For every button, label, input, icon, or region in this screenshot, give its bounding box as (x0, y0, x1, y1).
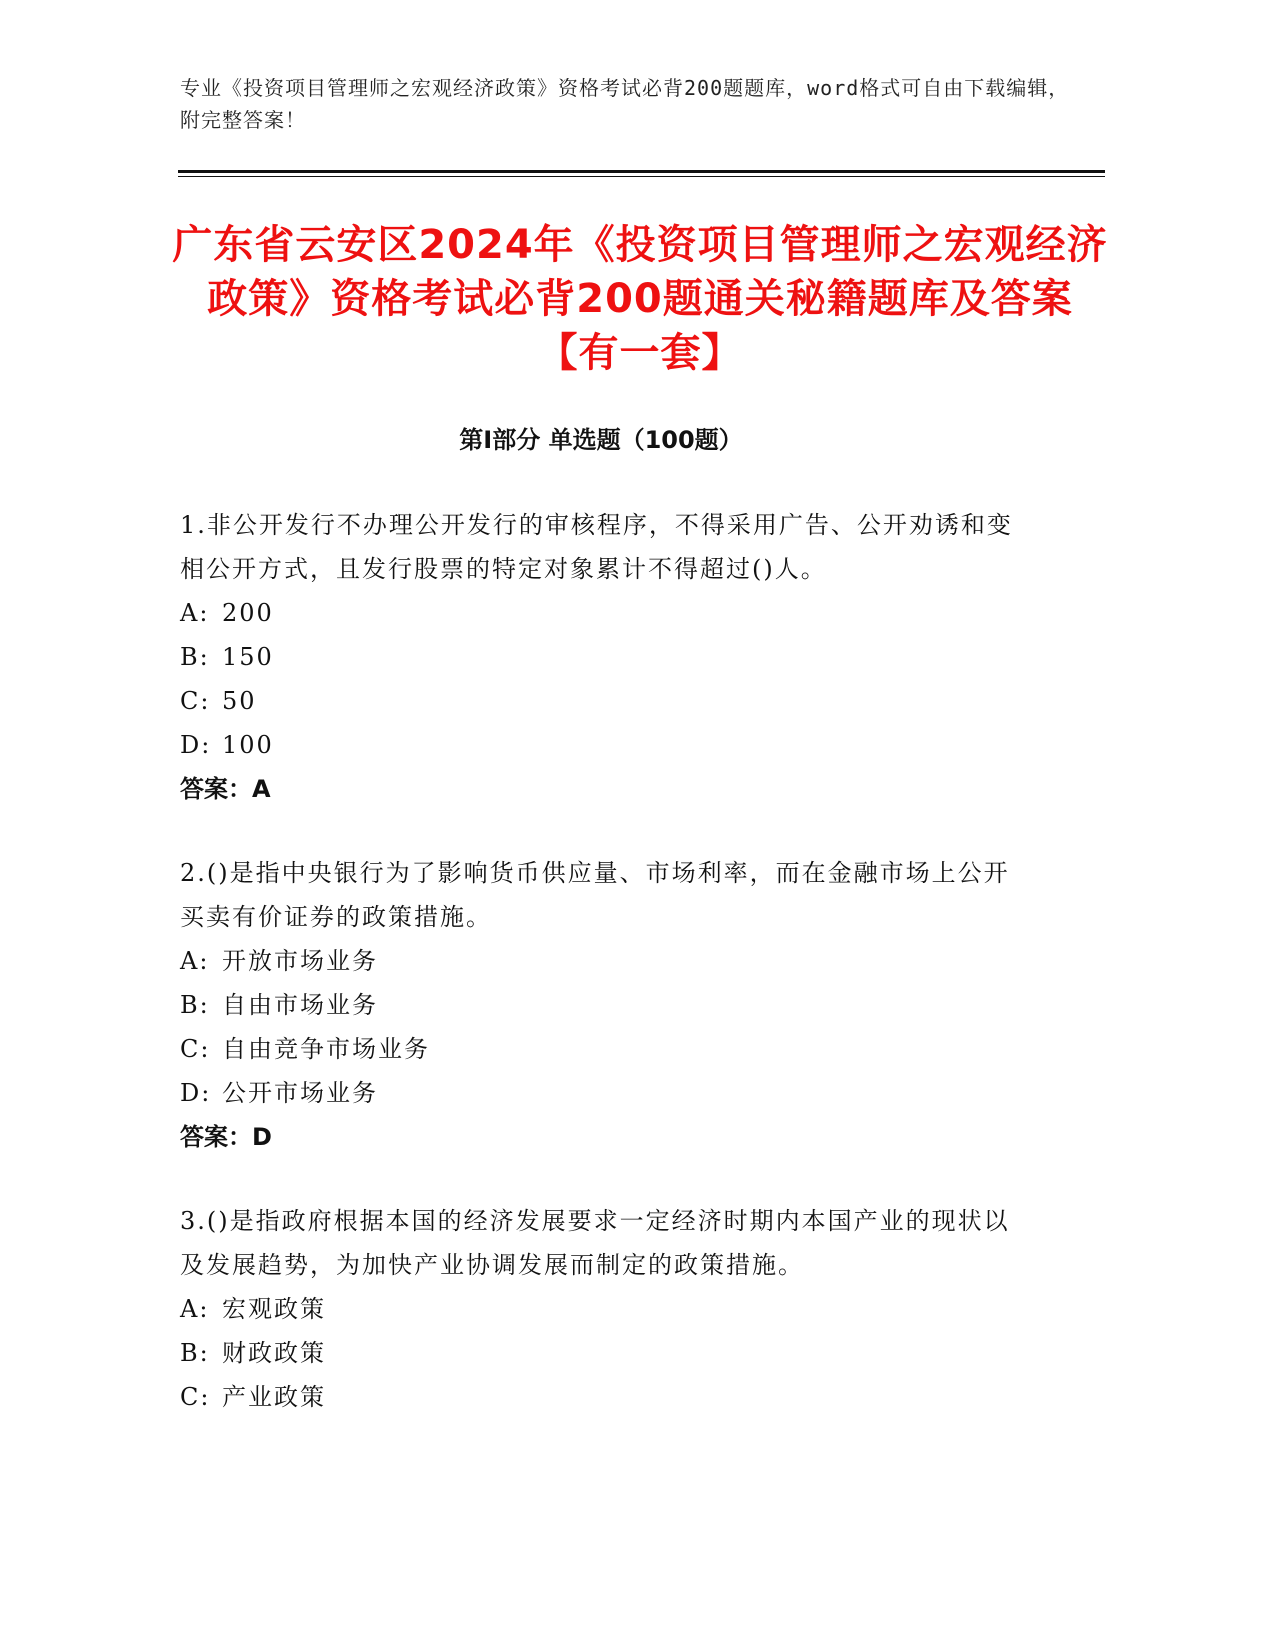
option-d (180, 1071, 1030, 1115)
option-key: C: (180, 687, 211, 715)
option-a (180, 1287, 1030, 1331)
option-text: 100 (222, 731, 274, 759)
option-c (180, 1027, 1030, 1071)
option-b (180, 1331, 1030, 1375)
header-rule-thin (178, 176, 1105, 177)
option-a (180, 939, 1030, 983)
answer: 答案：A (180, 775, 271, 803)
option-text: 50 (222, 687, 257, 715)
option-text: 开放市场业务 (222, 947, 378, 975)
question-stem: 3.()是指政府根据本国的经济发展要求一定经济时期内本国产业的现状以及发展趋势，为加快产业协调发展而制定的政策措施。 (180, 1207, 1010, 1279)
answer: 答案：D (180, 1123, 272, 1151)
option-c (180, 1375, 1030, 1419)
option-key: B: (180, 1339, 210, 1367)
option-b (180, 635, 1030, 679)
option-key: B: (180, 643, 210, 671)
document-title: 广东省云安区2024年《投资项目管理师之宏观经济政策》资格考试必背200题通关秘籍题库及答案【有一套】 (172, 222, 1108, 376)
section-title: 第I部分 单选题（100题） (459, 426, 743, 454)
option-text: 200 (222, 599, 274, 627)
option-key: C: (180, 1035, 211, 1063)
question-3 (180, 1199, 1030, 1419)
option-d (180, 723, 1030, 767)
option-text: 公开市场业务 (222, 1079, 378, 1107)
option-key: D: (180, 1079, 212, 1107)
option-key: A: (180, 1295, 210, 1323)
question-stem: 1.非公开发行不办理公开发行的审核程序，不得采用广告、公开劝诱和变相公开方式，且发行股票的特定对象累计不得超过()人。 (180, 511, 1013, 583)
question-2 (180, 851, 1030, 1159)
option-c (180, 679, 1030, 723)
option-text: 宏观政策 (222, 1295, 326, 1323)
option-text: 自由市场业务 (222, 991, 378, 1019)
option-text: 自由竞争市场业务 (222, 1035, 430, 1063)
option-a (180, 591, 1030, 635)
option-b (180, 983, 1030, 1027)
option-key: B: (180, 991, 210, 1019)
option-key: C: (180, 1383, 211, 1411)
option-text: 150 (222, 643, 274, 671)
header-rule-thick (178, 170, 1105, 173)
option-key: A: (180, 599, 210, 627)
option-key: A: (180, 947, 210, 975)
question-1 (180, 503, 1030, 811)
question-stem: 2.()是指中央银行为了影响货币供应量、市场利率，而在金融市场上公开买卖有价证券的政策措施。 (180, 859, 1010, 931)
option-text: 产业政策 (222, 1383, 326, 1411)
option-text: 财政政策 (222, 1339, 326, 1367)
header-note: 专业《投资项目管理师之宏观经济政策》资格考试必背200题题库，word格式可自由下载编辑，附完整答案！ (180, 76, 1070, 132)
option-key: D: (180, 731, 212, 759)
